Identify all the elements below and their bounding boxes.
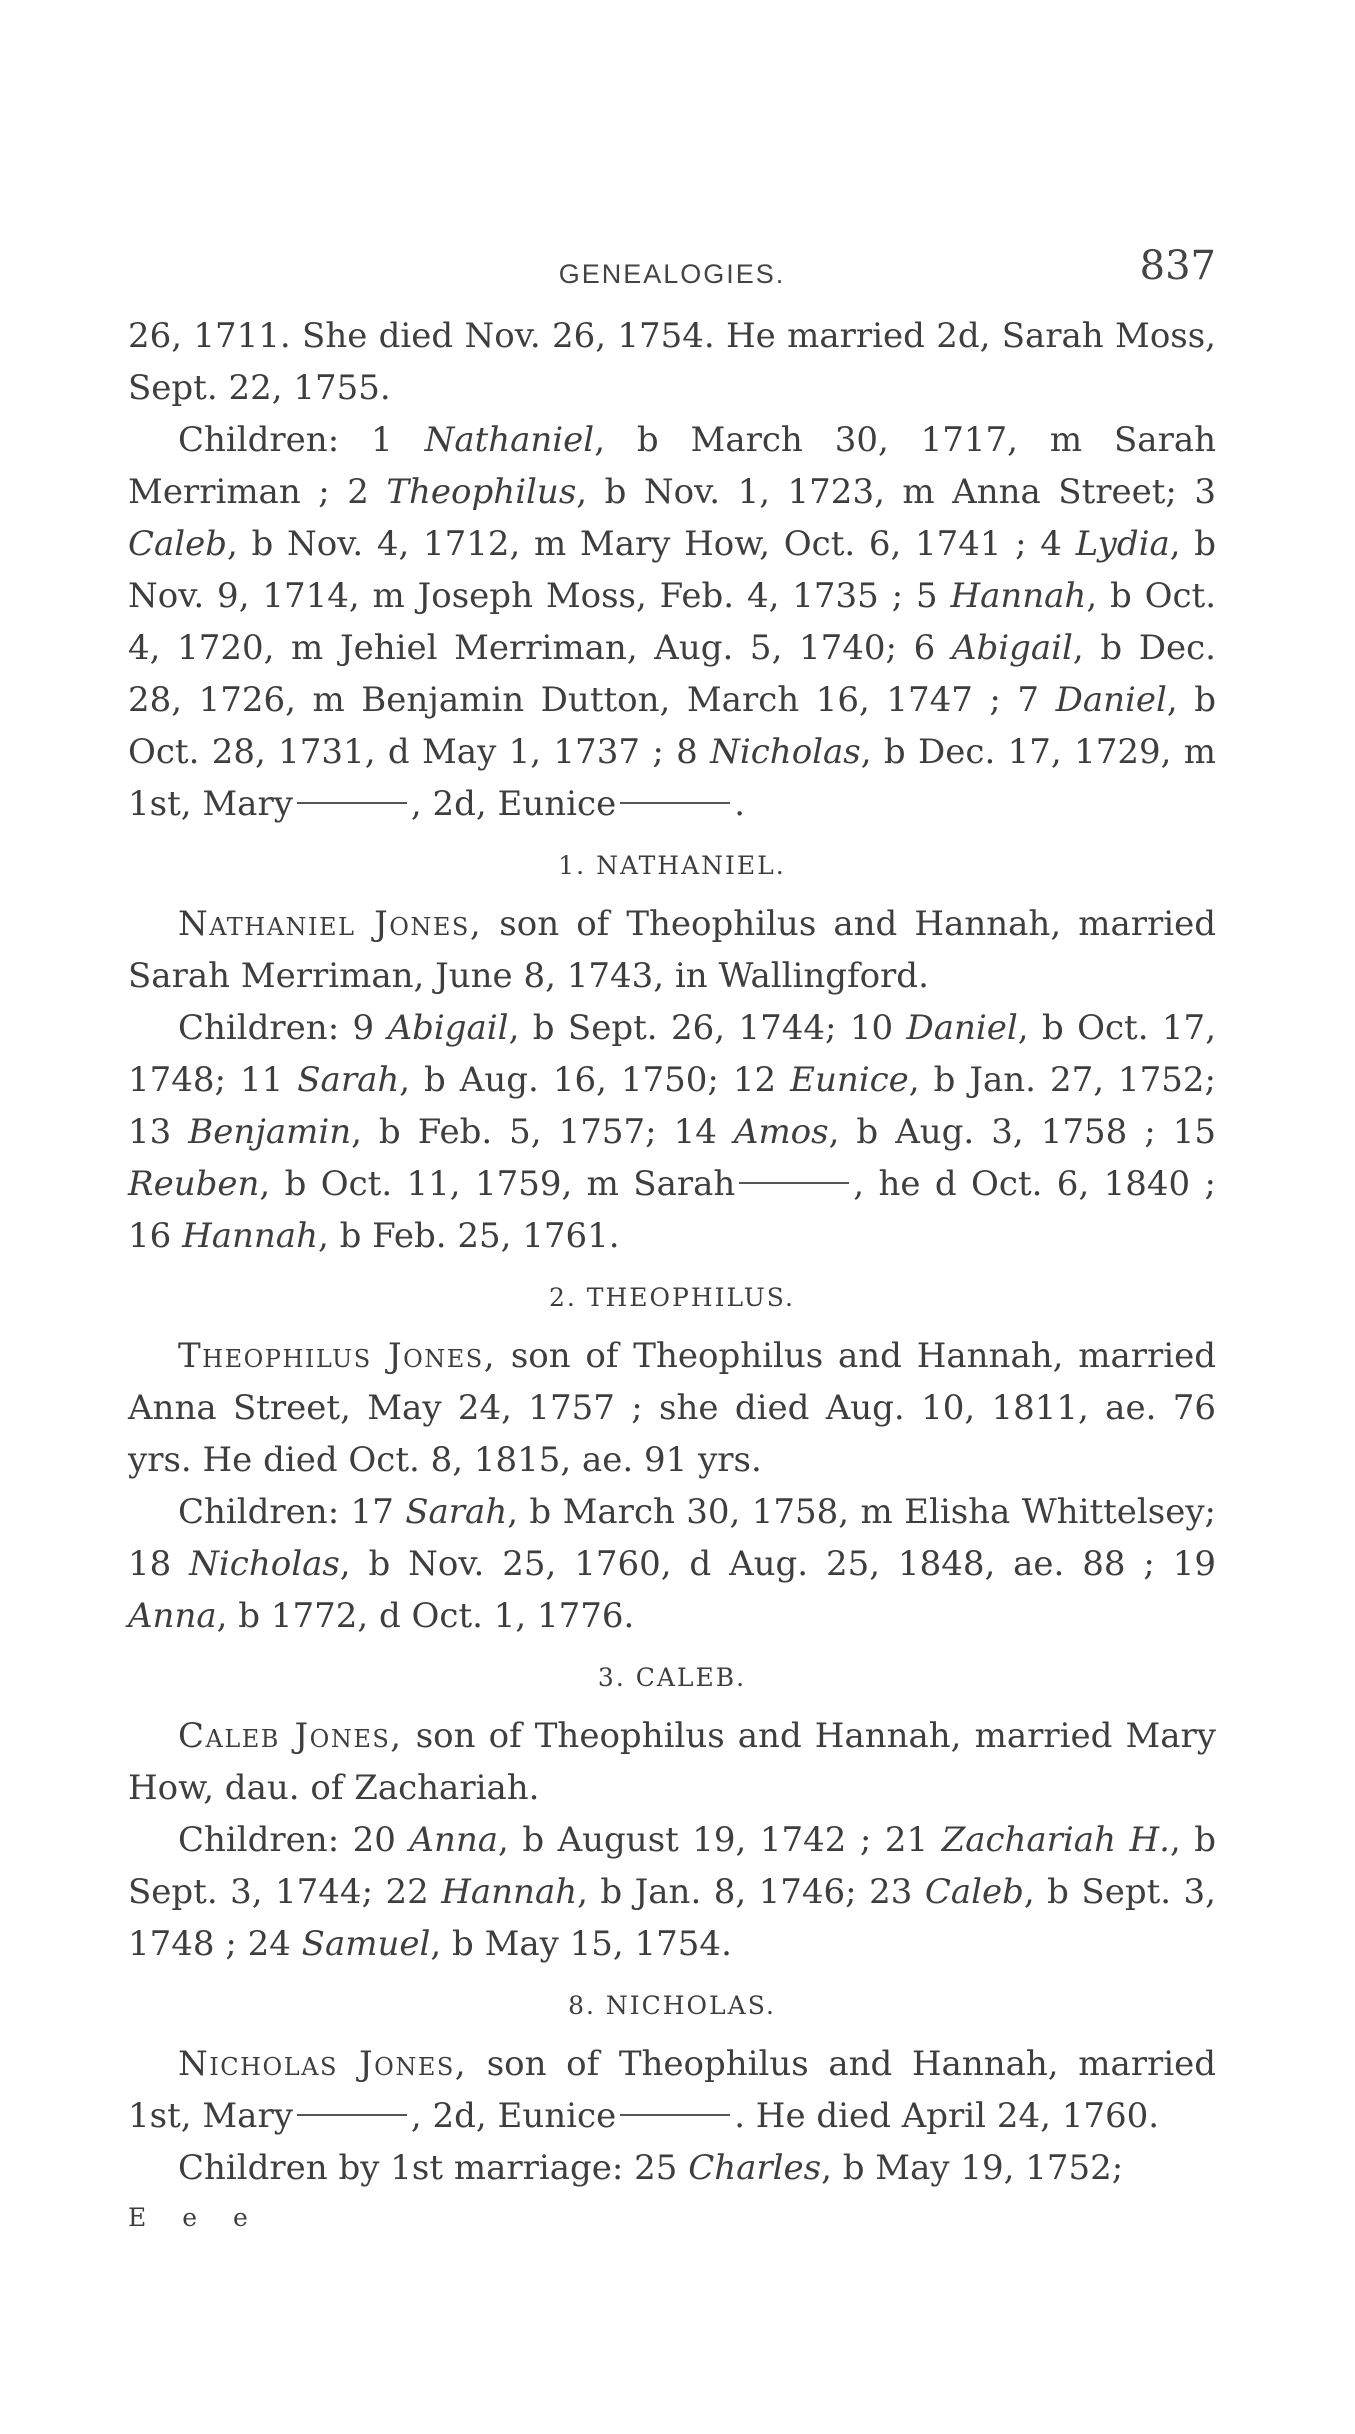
child-detail: , b Oct. 17, 1748; 11	[128, 1008, 1216, 1100]
child-detail: , b Oct. 4, 1720, m Jehiel Merriman, Aug. 5, 1740; 6	[128, 576, 1216, 668]
person-text: . He died April 24, 1760.	[734, 2096, 1160, 2136]
child-detail: , b Sept. 26, 1744; 10	[508, 1008, 907, 1048]
child-name: Theophilus	[386, 472, 577, 512]
caleb-paragraph	[128, 1710, 1216, 1814]
page	[128, 240, 1216, 2236]
child-detail: , b Oct. 28, 1731, d May 1, 1737 ; 8	[128, 680, 1216, 772]
nathaniel-children	[128, 1002, 1216, 1262]
section-heading-nicholas: 8. NICHOLAS.	[568, 1991, 776, 2020]
caleb-children	[128, 1814, 1216, 1970]
intro-paragraph	[128, 310, 1216, 414]
blank-dash	[297, 802, 407, 804]
child-name: Benjamin	[188, 1112, 352, 1152]
child-detail: , b Nov. 4, 1712, m Mary How, Oct. 6, 1741 ; 4	[227, 524, 1076, 564]
child-detail: , b Oct. 11, 1759, m Sarah	[259, 1164, 736, 1204]
child-name: Zachariah H.	[941, 1820, 1170, 1860]
child-name: Caleb	[128, 524, 228, 564]
person-text: son of Theophilus and Hannah, married Anna Street, May 24, 1757 ; she died Aug. 10, 1811, ae. 76 yrs. He died Oct. 8, 1815, ae. 91 yrs.	[128, 1336, 1216, 1480]
child-detail: , b March 30, 1758, m Elisha Whittelsey; 18	[128, 1492, 1217, 1584]
child-detail: , b May 15, 1754.	[430, 1924, 732, 1964]
child-detail: , b March 30, 1717, m Sarah Merriman ; 2	[128, 420, 1216, 512]
person-text: son of Theophilus and Hannah, married 1st, Mary	[128, 2044, 1216, 2136]
blank-dash	[297, 2114, 407, 2116]
child-detail: , 2d, Eunice	[410, 784, 617, 824]
child-name: Lydia	[1075, 524, 1170, 564]
blank-dash	[620, 802, 730, 804]
child-detail: .	[734, 784, 745, 824]
child-name: Anna	[409, 1820, 499, 1860]
child-name: Sarah	[297, 1060, 400, 1100]
section-heading-caleb: 3. CALEB.	[597, 1663, 747, 1692]
child-name: Nathaniel	[424, 420, 595, 460]
child-name: Reuben	[128, 1164, 260, 1204]
running-head: GENEALOGIES.	[558, 259, 786, 289]
children-prefix: Children: 17	[178, 1492, 406, 1532]
child-name: Hannah	[441, 1872, 578, 1912]
nicholas-paragraph	[128, 2038, 1216, 2142]
child-detail: , b Nov. 9, 1714, m Joseph Moss, Feb. 4, 1735 ; 5	[128, 524, 1216, 616]
child-name: Nicholas	[189, 1544, 340, 1584]
child-detail: , he d Oct. 6, 1840 ; 16	[128, 1164, 1216, 1256]
blank-dash	[739, 1182, 849, 1184]
child-detail: , b Jan. 8, 1746; 23	[577, 1872, 925, 1912]
person-name: Theophilus Jones,	[178, 1336, 497, 1376]
child-detail: , b Feb. 5, 1757; 14	[351, 1112, 734, 1152]
child-detail: , b 1772, d Oct. 1, 1776.	[216, 1596, 635, 1636]
intro-children	[128, 414, 1216, 830]
page-number: 837	[1139, 243, 1216, 289]
children-prefix: Children: 20	[178, 1820, 410, 1860]
child-detail: , b May 19, 1752;	[821, 2148, 1124, 2188]
child-name: Anna	[128, 1596, 217, 1636]
children-prefix: Children by 1st marriage: 25	[178, 2148, 689, 2188]
child-name: Amos	[733, 1112, 829, 1152]
signature-mark: E e e	[128, 2203, 262, 2232]
person-text: son of Theophilus and Hannah, married Mary How, dau. of Zachariah.	[128, 1716, 1216, 1808]
section-heading-nathaniel: 1. NATHANIEL.	[558, 851, 786, 880]
children-prefix: Children: 1	[178, 420, 425, 460]
child-name: Abigail	[951, 628, 1073, 668]
person-text: , 2d, Eunice	[410, 2096, 617, 2136]
child-detail: , b Nov. 25, 1760, d Aug. 25, 1848, ae. 88 ; 19	[339, 1544, 1216, 1584]
section-heading-theophilus: 2. THEOPHILUS.	[548, 1283, 795, 1312]
blank-dash	[620, 2114, 730, 2116]
child-detail: , b Dec. 28, 1726, m Benjamin Dutton, March 16, 1747 ; 7	[128, 628, 1216, 720]
child-name: Charles	[688, 2148, 822, 2188]
child-name: Samuel	[301, 1924, 431, 1964]
children-prefix: Children: 9	[178, 1008, 388, 1048]
theophilus-paragraph	[128, 1330, 1216, 1486]
child-name: Hannah	[182, 1216, 318, 1256]
child-detail: , b Dec. 17, 1729, m 1st, Mary	[128, 732, 1216, 824]
child-name: Abigail	[387, 1008, 509, 1048]
nicholas-children	[128, 2142, 1216, 2194]
child-detail: , b Feb. 25, 1761.	[317, 1216, 620, 1256]
child-name: Hannah	[950, 576, 1087, 616]
theophilus-children	[128, 1486, 1216, 1642]
child-name: Daniel	[906, 1008, 1018, 1048]
child-name: Nicholas	[710, 732, 861, 772]
child-name: Eunice	[790, 1060, 909, 1100]
page-header	[128, 240, 1216, 310]
child-detail: , b Aug. 16, 1750; 12	[399, 1060, 791, 1100]
person-text: son of Theophilus and Hannah, married Sarah Merriman, June 8, 1743, in Wallingford.	[128, 904, 1217, 996]
intro-text: 26, 1711. She died Nov. 26, 1754. He married 2d, Sarah Moss, Sept. 22, 1755.	[128, 316, 1216, 408]
child-name: Caleb	[924, 1872, 1024, 1912]
person-name: Nathaniel Jones,	[178, 904, 483, 944]
person-name: Nicholas Jones,	[178, 2044, 468, 2084]
nathaniel-paragraph	[128, 898, 1216, 1002]
child-detail: , b Sept. 3, 1748 ; 24	[128, 1872, 1216, 1964]
child-detail: , b Nov. 1, 1723, m Anna Street; 3	[576, 472, 1216, 512]
child-detail: , b August 19, 1742 ; 21	[498, 1820, 942, 1860]
person-name: Caleb Jones,	[178, 1716, 403, 1756]
child-detail: , b Aug. 3, 1758 ; 15	[828, 1112, 1216, 1152]
child-detail: , b Sept. 3, 1744; 22	[128, 1820, 1216, 1912]
child-detail: , b Jan. 27, 1752; 13	[128, 1060, 1216, 1152]
child-name: Daniel	[1055, 680, 1167, 720]
child-name: Sarah	[405, 1492, 508, 1532]
